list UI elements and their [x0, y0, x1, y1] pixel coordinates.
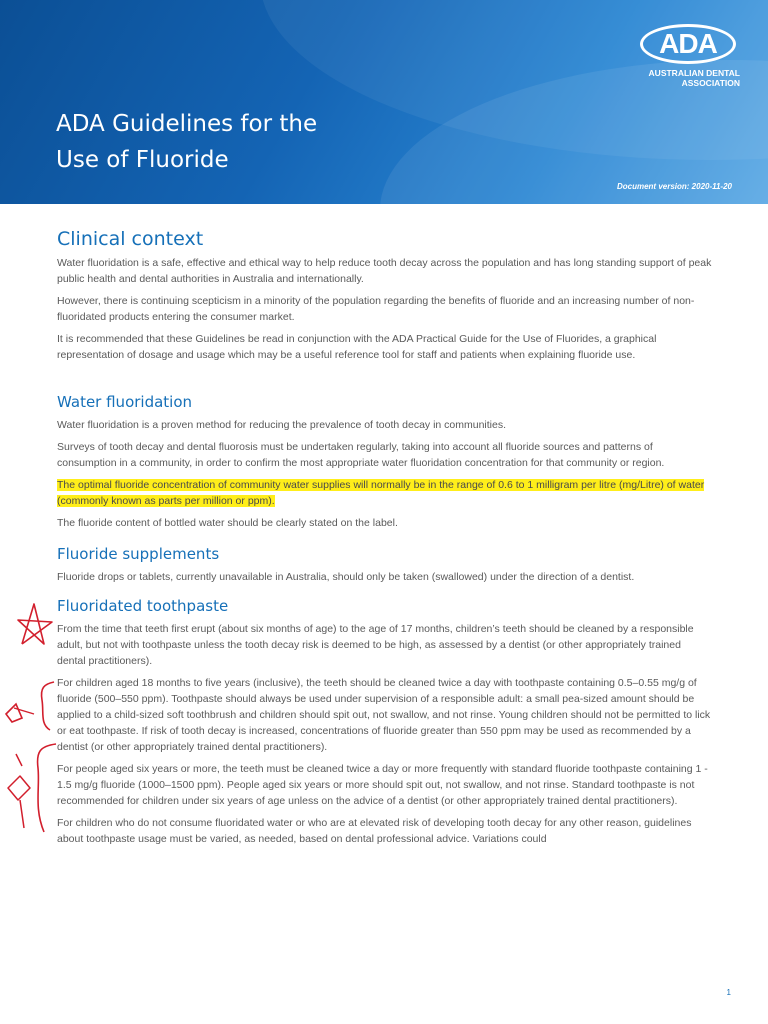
- title-line-2: Use of Fluoride: [56, 147, 229, 173]
- page-number: 1: [726, 988, 731, 997]
- highlighted-text: The optimal fluoride concentration of community water supplies will normally be in the range of 0.6 to 1 milligram per litre (mg/Litre) of water (commonly known as parts per million or ppm).: [57, 479, 705, 507]
- document-header: [0, 0, 768, 204]
- paragraph: From the time that teeth first erupt (about six months of age) to the age of 17 months, children’s teeth should be cleaned by a responsible adult, but not with toothpaste unless the tooth decay risk is deemed to be high, as assessed by a dentist (or other appropriately trained dental practitioners).: [57, 623, 694, 667]
- title-line-1: ADA Guidelines for the: [56, 111, 318, 137]
- paragraph: Surveys of tooth decay and dental fluorosis must be undertaken regularly, taking into account all fluoride sources and patterns of consumption in a community, in order to confirm the most appropriate water fluoridation concentration for that community or region.: [57, 441, 665, 469]
- ada-logo: [638, 24, 740, 88]
- paragraph: The fluoride content of bottled water should be clearly stated on the label.: [57, 517, 398, 529]
- paragraph: For children who do not consume fluoridated water or who are at elevated risk of developing tooth decay for any other reason, guidelines about toothpaste usage must be varied, as needed, based on dental professional advice. Variations could: [57, 817, 692, 845]
- logo-line-2: ASSOCIATION: [681, 78, 740, 88]
- paragraph: However, there is continuing scepticism in a minority of the population regarding the benefits of fluoride and an increasing number of non-fluoridated products entering the consumer market.: [57, 295, 695, 323]
- paragraph: It is recommended that these Guidelines be read in conjunction with the ADA Practical Guide for the Use of Fluorides, a graphical representation of dosage and usage which may be a useful reference tool for staff and patients when explaining fluoride use.: [57, 333, 657, 361]
- section-heading-supplements: Fluoride supplements: [57, 545, 220, 563]
- document-body: [57, 228, 712, 853]
- paragraph: For children aged 18 months to five years (inclusive), the teeth should be cleaned twice a day with toothpaste containing 0.5–0.55 mg/g of fluoride (500–550 ppm). Toothpaste should always be used under supervision of a responsible adult: a small pea-sized amount should be applied to a child-sized soft toothbrush and children should spit out, not swallow, and not rinse. Young children should not be permitted to lick or eat toothpaste. If risk of tooth decay is increased, concentrations of fluoride greater than 550 ppm may be used as recommended by a dentist (or other appropriately trained dental practitioners).: [57, 677, 711, 753]
- ada-logo-text: [638, 68, 740, 88]
- logo-line-1: AUSTRALIAN DENTAL: [648, 68, 740, 78]
- document-title: [56, 106, 317, 178]
- section-heading-clinical: Clinical context: [57, 228, 204, 250]
- ada-logo-mark: ADA: [640, 24, 736, 64]
- highlighted-paragraph: [57, 477, 712, 509]
- paragraph: Water fluoridation is a safe, effective and ethical way to help reduce tooth decay across the population and has long standing support of peak public health and dental authorities in Australia and internationally.: [57, 257, 712, 285]
- section-heading-water: Water fluoridation: [57, 393, 193, 411]
- section-heading-toothpaste: Fluoridated toothpaste: [57, 597, 229, 615]
- paragraph: Fluoride drops or tablets, currently unavailable in Australia, should only be taken (swallowed) under the direction of a dentist.: [57, 571, 635, 583]
- handwritten-bracket-annotation: [0, 678, 60, 738]
- paragraph: For people aged six years or more, the teeth must be cleaned twice a day or more frequently with standard fluoride toothpaste containing 1 - 1.5 mg/g fluoride (1000–1500 ppm). People aged six years or more should spit out, not swallow, and not rinse. Standard toothpaste is not recommended for children under six years of age unless on the advice of a dentist (or other appropriately trained dental practitioners).: [57, 763, 708, 807]
- document-version: Document version: 2020-11-20: [616, 182, 732, 191]
- paragraph: Water fluoridation is a proven method for reducing the prevalence of tooth decay in communities.: [57, 419, 507, 431]
- handwritten-star-annotation: [14, 600, 56, 650]
- handwritten-bracket-annotation: [0, 738, 60, 838]
